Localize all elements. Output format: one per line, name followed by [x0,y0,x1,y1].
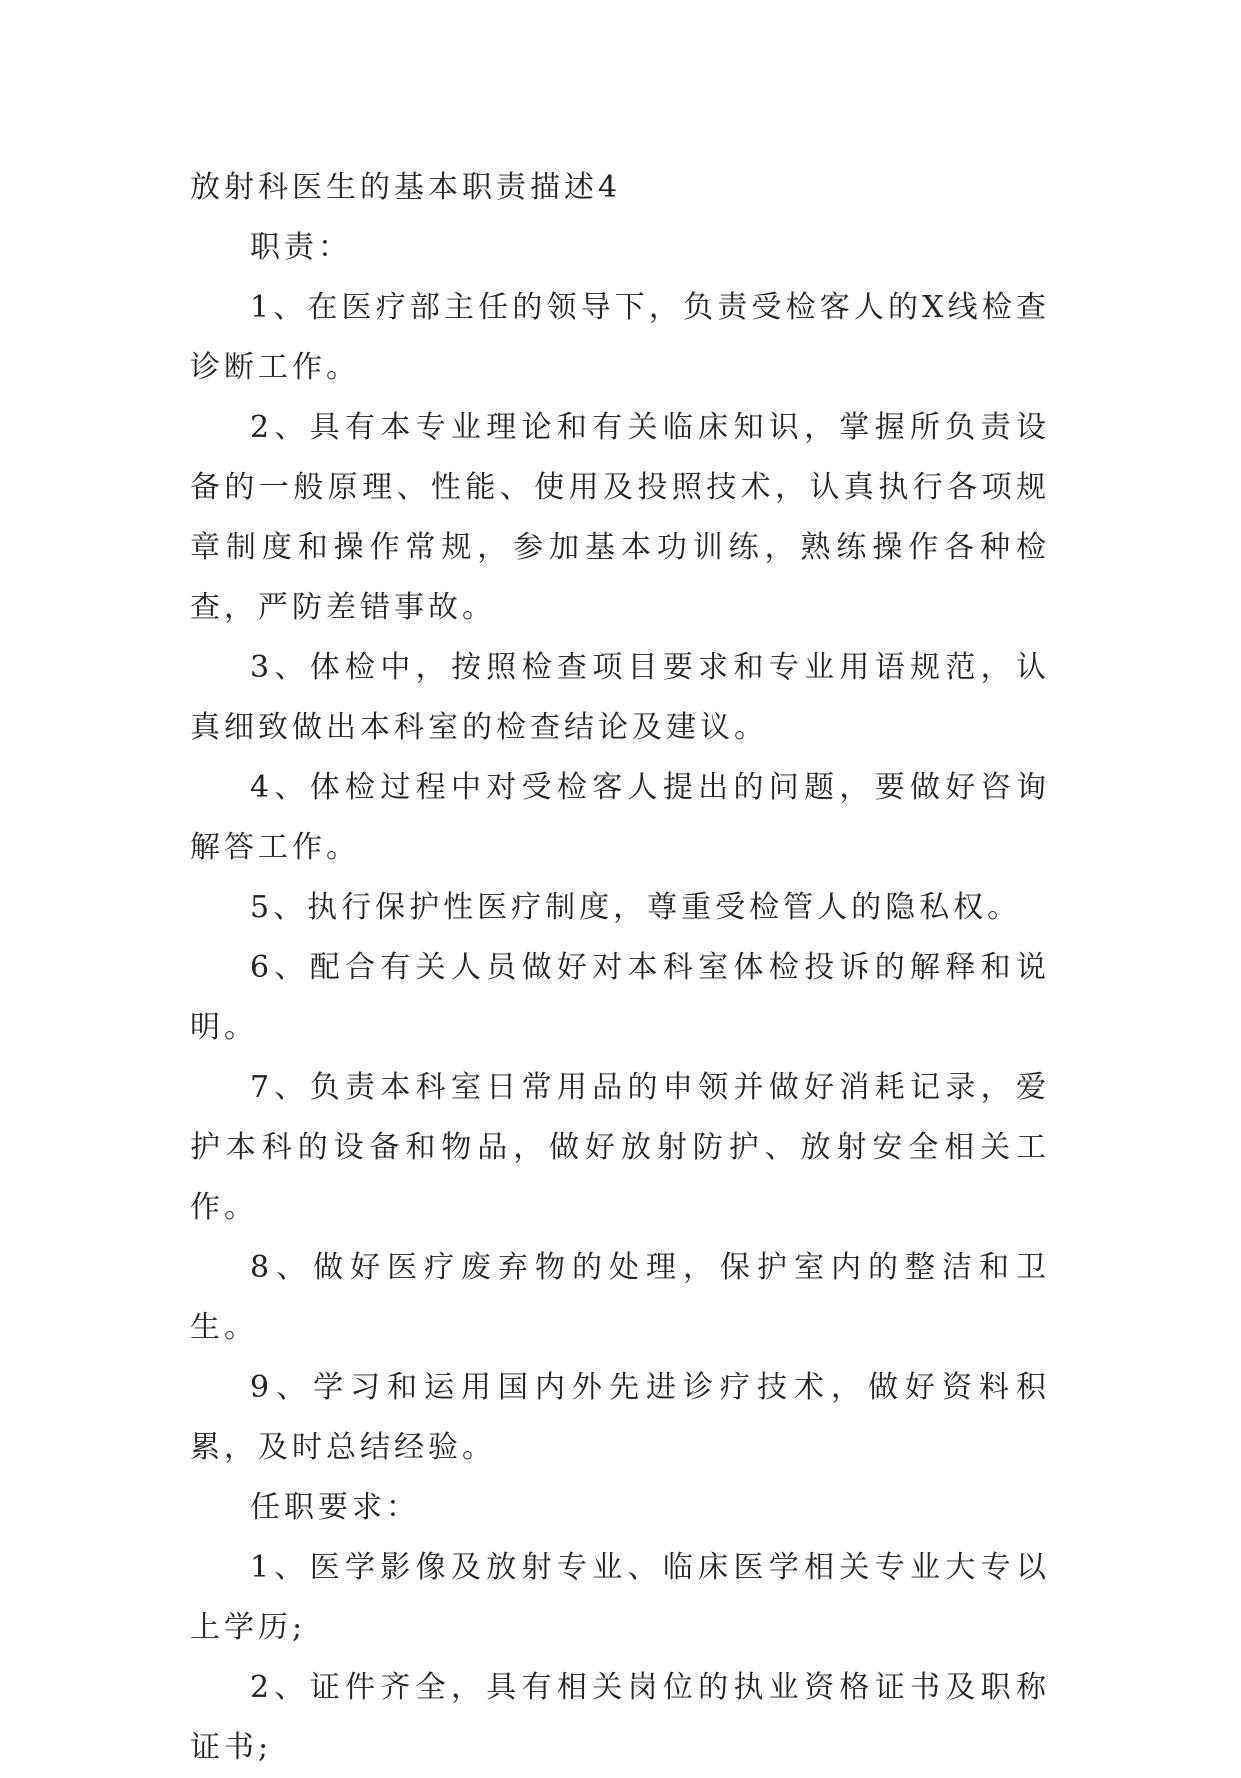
document-title: 放射科医生的基本职责描述4 [190,170,622,205]
duty-item-9: 9、学习和运用国内外先进诊疗技术，做好资料积累，及时总结经验。 [190,1370,1050,1465]
duty-item-8: 8、做好医疗废弃物的处理，保护室内的整洁和卫生。 [190,1250,1050,1345]
duties-heading: 职责： [250,230,352,265]
requirement-item-1: 1、医学影像及放射专业、临床医学相关专业大专以上学历; [190,1550,1050,1645]
duty-item-4: 4、体检过程中对受检客人提出的问题，要做好咨询解答工作。 [190,770,1050,865]
document-body [190,158,1050,1778]
duty-item-1: 1、在医疗部主任的领导下，负责受检客人的X线检查诊断工作。 [190,290,1050,385]
requirement-item-2: 2、证件齐全，具有相关岗位的执业资格证书及职称证书; [190,1670,1050,1765]
requirements-heading: 任职要求： [250,1490,420,1525]
duty-item-5: 5、执行保护性医疗制度，尊重受检管人的隐私权。 [250,890,1022,925]
duty-item-2: 2、具有本专业理论和有关临床知识，掌握所负责设备的一般原理、性能、使用及投照技术，认真执行各项规章制度和操作常规，参加基本功训练，熟练操作各种检查，严防差错事故。 [190,410,1050,625]
duty-item-3: 3、体检中，按照检查项目要求和专业用语规范，认真细致做出本科室的检查结论及建议。 [190,650,1050,745]
duty-item-6: 6、配合有关人员做好对本科室体检投诉的解释和说明。 [190,950,1050,1045]
duty-item-7: 7、负责本科室日常用品的申领并做好消耗记录，爱护本科的设备和物品，做好放射防护、放射安全相关工作。 [190,1070,1050,1225]
